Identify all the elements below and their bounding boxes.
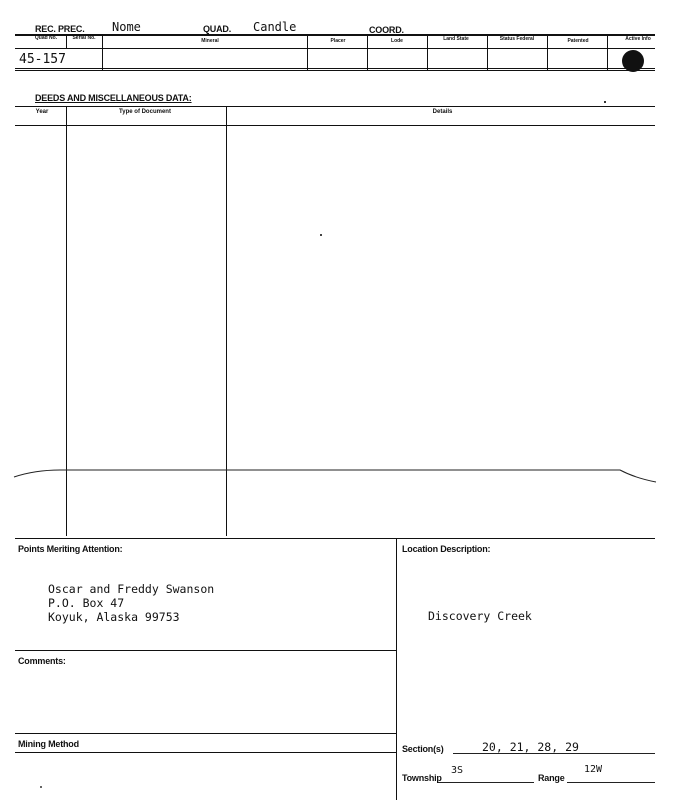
section-value: 20, 21, 28, 29 [482, 740, 579, 754]
mining-top-rule [15, 733, 396, 734]
deeds-top-rule [15, 106, 655, 107]
serial-no-header: Serial No. [72, 35, 96, 41]
quad-no-header: Quad No. [34, 35, 58, 41]
points-line-2: P.O. Box 47 [48, 596, 125, 610]
details-header: Details [432, 109, 453, 115]
speck-mark-2 [320, 234, 322, 236]
header-bottom-rule [15, 68, 655, 69]
township-value: 3S [451, 765, 464, 776]
land-state-header: Land State [443, 36, 469, 42]
rec-prec-label: REC. PREC. [35, 24, 85, 34]
col-sep-placer [367, 35, 368, 70]
township-label: Township [402, 773, 442, 783]
points-line-3: Koyuk, Alaska 99753 [48, 610, 180, 624]
points-label: Points Meriting Attention: [18, 544, 123, 554]
col-sep-land [487, 35, 488, 70]
placer-header: Placer [330, 38, 346, 44]
col-sep-serial [102, 35, 103, 70]
header-mid-rule [15, 48, 655, 49]
mining-bottom-rule [15, 752, 396, 753]
active-info-header: Active Info [625, 36, 651, 42]
rec-prec-value: Nome [112, 20, 141, 34]
col-sep-quad [66, 35, 67, 48]
location-value: Discovery Creek [428, 609, 532, 623]
type-header: Type of Document [119, 109, 171, 115]
bottom-col-sep [396, 538, 397, 800]
quad-value: Candle [253, 20, 297, 34]
col-sep-patented [607, 35, 608, 70]
mineral-header: Mineral [201, 38, 219, 44]
fold-line [0, 460, 678, 490]
header-bottom-rule-2 [15, 70, 655, 71]
comments-top-rule [15, 650, 396, 651]
range-label: Range [538, 773, 565, 783]
header-top-rule-2 [15, 35, 655, 36]
speck-mark [604, 101, 606, 103]
patented-header: Patented [567, 38, 589, 44]
deeds-bottom-rule [15, 538, 655, 539]
record-number: 45-157 [19, 52, 66, 67]
year-header: Year [35, 109, 49, 115]
comments-label: Comments: [18, 656, 66, 666]
quad-label: QUAD. [203, 24, 231, 34]
col-sep-federal [547, 35, 548, 70]
range-underline [567, 782, 655, 783]
col-sep-lode [427, 35, 428, 70]
mining-label: Mining Method [18, 739, 79, 749]
deeds-title: DEEDS AND MISCELLANEOUS DATA: [35, 93, 192, 103]
location-label: Location Description: [402, 544, 491, 554]
status-federal-header: Status Federal [499, 36, 535, 42]
coord-label: COORD. [369, 25, 404, 35]
range-value: 12W [584, 764, 603, 775]
township-underline [438, 782, 534, 783]
deeds-header-rule [15, 125, 655, 126]
speck-mark-3 [40, 786, 42, 788]
section-label: Section(s) [402, 744, 444, 754]
punch-hole-mark [622, 50, 644, 72]
lode-header: Lode [391, 38, 403, 44]
section-underline [453, 753, 655, 754]
col-sep-mineral [307, 35, 308, 70]
points-line-1: Oscar and Freddy Swanson [48, 582, 215, 596]
